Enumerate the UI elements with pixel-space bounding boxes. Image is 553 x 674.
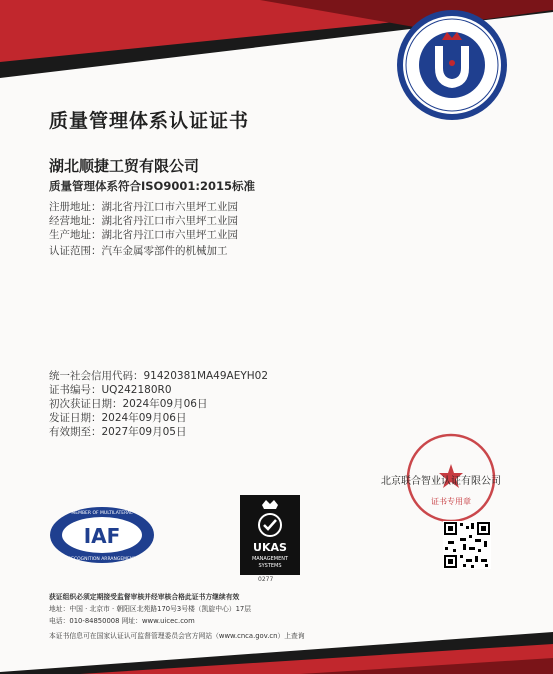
- initial-certification-date: 初次获证日期：2024年09月06日: [49, 398, 208, 410]
- footer-query-note: 本证书信息可在国家认证认可监督管理委员会官方网站（www.cnca.gov.cn）上查询: [49, 632, 305, 640]
- certificate-number: 证书编号：UQ242180R0: [49, 384, 172, 396]
- footer-contact: 电话：010-84850008 网址：www.uicec.com: [49, 617, 195, 625]
- ukas-code: 0277: [258, 576, 274, 583]
- expiry-date: 有效期至：2027年09月05日: [49, 426, 187, 438]
- stamp-text: 证书专用章: [431, 497, 471, 506]
- iaf-logo: [48, 505, 156, 565]
- iaf-top-text: MEMBER OF MULTILATERAL: [71, 511, 133, 516]
- certification-scope: 认证范围：汽车金属零部件的机械加工: [49, 245, 228, 257]
- registered-address: 注册地址：湖北省丹江口市六里坪工业园: [49, 201, 238, 213]
- certificate-title: 质量管理体系认证证书: [49, 110, 250, 132]
- company-name: 湖北顺捷工贸有限公司: [49, 157, 200, 175]
- iaf-bottom-text: RECOGNITION ARRANGEMENT: [67, 557, 137, 562]
- ukas-line1: MANAGEMENT: [251, 556, 289, 562]
- credit-code: 统一社会信用代码：91420381MA49AEYH02: [49, 370, 269, 382]
- company-logo-seal: [395, 8, 510, 123]
- production-address: 生产地址：湖北省丹江口市六里坪工业园: [49, 229, 238, 241]
- bottom-decorative-band: [0, 614, 553, 674]
- issuer-name: 北京联合智业认证有限公司: [381, 476, 501, 487]
- footer-validity-note: 获证组织必须定期接受监督审核并经审核合格此证书方继续有效: [49, 593, 240, 601]
- standard-statement: 质量管理体系符合ISO9001:2015标准: [49, 179, 255, 193]
- iaf-mark: IAF: [83, 524, 121, 548]
- ukas-line2: SYSTEMS: [258, 563, 282, 569]
- qr-code[interactable]: [443, 521, 491, 569]
- ukas-logo: [240, 495, 300, 575]
- issue-date: 发证日期：2024年09月06日: [49, 412, 187, 424]
- ukas-mark: UKAS: [253, 541, 287, 554]
- business-address: 经营地址：湖北省丹江口市六里坪工业园: [49, 215, 238, 227]
- footer-address: 地址：中国 · 北京市 · 朝阳区北苑路170号3号楼（凯旋中心）17层: [49, 605, 252, 613]
